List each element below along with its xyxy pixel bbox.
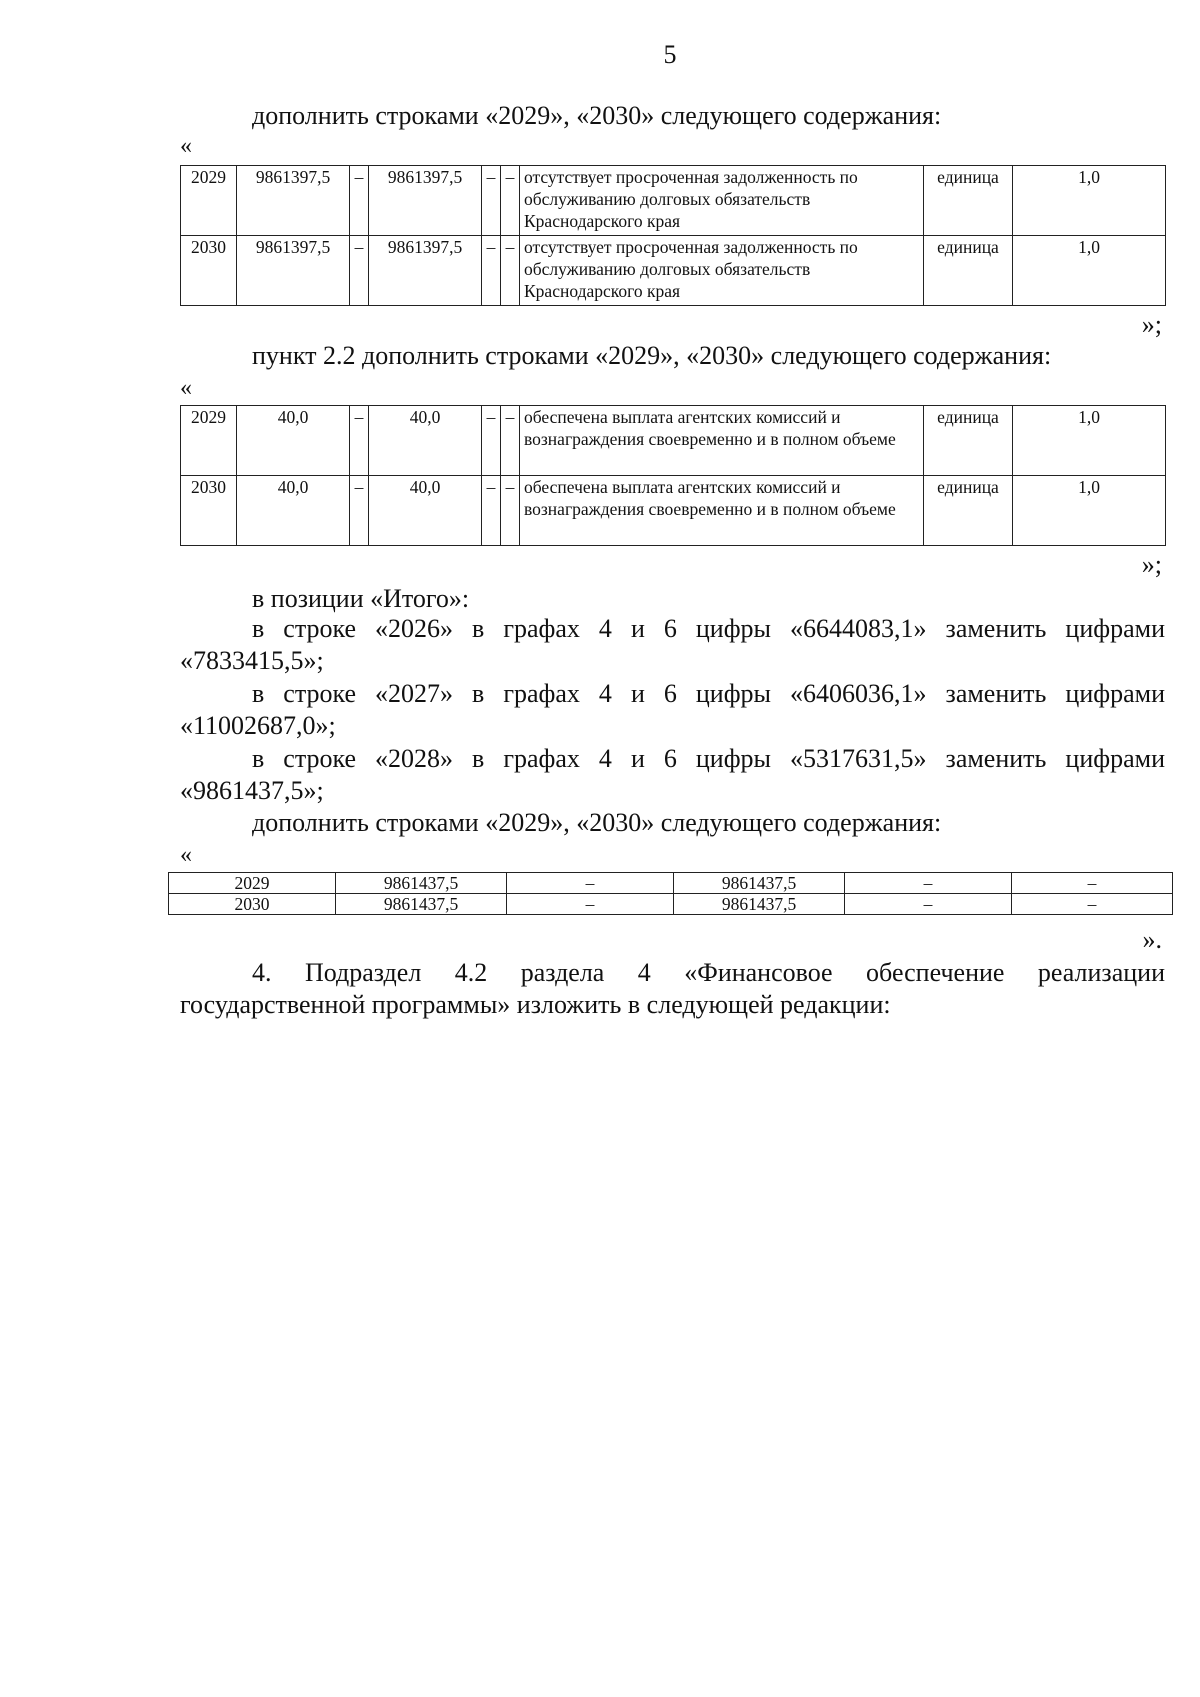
unit-cell: единица (924, 406, 1013, 476)
close-quote-1: »; (1141, 310, 1162, 339)
open-quote-2: « (180, 375, 192, 401)
value-cell: 40,0 (369, 406, 482, 476)
dash-cell: – (845, 894, 1012, 915)
value-cell: 9861397,5 (369, 236, 482, 306)
description-cell: отсутствует просроченная задолженность по обслуживанию долговых обязательств Краснодарского края (520, 166, 924, 236)
indicator-table-2 (180, 405, 1166, 546)
year-cell: 2029 (181, 406, 237, 476)
target-value-cell: 1,0 (1013, 236, 1166, 306)
dash-cell: – (507, 894, 674, 915)
item-4-paragraph: 4. Подраздел 4.2 раздела 4 «Финансовое обеспечение реализации государственной программы» изложить в следующей редакции: (180, 958, 1165, 1019)
value-cell: 40,0 (237, 406, 350, 476)
dash-cell: – (1012, 873, 1173, 894)
target-value-cell: 1,0 (1013, 406, 1166, 476)
value-cell: 9861437,5 (674, 894, 845, 915)
table-row (181, 476, 1166, 546)
dash-cell: – (350, 236, 369, 306)
description-cell: обеспечена выплата агентских комиссий и вознаграждения своевременно и в полном объеме (520, 476, 924, 546)
dash-cell: – (482, 166, 501, 236)
year-cell: 2030 (181, 236, 237, 306)
year-cell: 2029 (181, 166, 237, 236)
value-cell: 9861397,5 (237, 166, 350, 236)
value-cell: 9861437,5 (674, 873, 845, 894)
replace-2027-paragraph: в строке «2027» в графах 4 и 6 цифры «6406036,1» заменить цифрами «11002687,0»; (180, 679, 1165, 740)
dash-cell: – (482, 236, 501, 306)
intro-paragraph-2: пункт 2.2 дополнить строками «2029», «2030» следующего содержания: (252, 341, 1052, 370)
dash-cell: – (1012, 894, 1173, 915)
year-cell: 2030 (169, 894, 336, 915)
target-value-cell: 1,0 (1013, 166, 1166, 236)
page-number: 5 (663, 40, 677, 69)
dash-cell: – (482, 406, 501, 476)
unit-cell: единица (924, 476, 1013, 546)
replace-2028-paragraph: в строке «2028» в графах 4 и 6 цифры «5317631,5» заменить цифрами «9861437,5»; (180, 744, 1165, 805)
intro-paragraph-3: дополнить строками «2029», «2030» следующего содержания: (252, 808, 942, 837)
year-cell: 2029 (169, 873, 336, 894)
description-cell: обеспечена выплата агентских комиссий и вознаграждения своевременно и в полном объеме (520, 406, 924, 476)
indicator-table-1 (180, 165, 1166, 306)
dash-cell: – (501, 406, 520, 476)
dash-cell: – (350, 166, 369, 236)
table-row (181, 236, 1166, 306)
open-quote-3: « (180, 842, 192, 868)
totals-table (168, 872, 1173, 915)
value-cell: 9861397,5 (369, 166, 482, 236)
value-cell: 9861437,5 (336, 894, 507, 915)
unit-cell: единица (924, 236, 1013, 306)
replace-2026-paragraph: в строке «2026» в графах 4 и 6 цифры «6644083,1» заменить цифрами «7833415,5»; (180, 614, 1165, 675)
dash-cell: – (501, 166, 520, 236)
table-row (169, 873, 1173, 894)
unit-cell: единица (924, 166, 1013, 236)
table-row (181, 406, 1166, 476)
close-quote-3: ». (1142, 925, 1162, 954)
value-cell: 9861397,5 (237, 236, 350, 306)
value-cell: 40,0 (237, 476, 350, 546)
itogo-heading: в позиции «Итого»: (252, 584, 470, 613)
dash-cell: – (482, 476, 501, 546)
dash-cell: – (501, 236, 520, 306)
dash-cell: – (350, 476, 369, 546)
value-cell: 40,0 (369, 476, 482, 546)
dash-cell: – (501, 476, 520, 546)
value-cell: 9861437,5 (336, 873, 507, 894)
description-cell: отсутствует просроченная задолженность по обслуживанию долговых обязательств Краснодарского края (520, 236, 924, 306)
close-quote-2: »; (1141, 550, 1162, 579)
open-quote-1: « (180, 133, 192, 159)
year-cell: 2030 (181, 476, 237, 546)
table-row (169, 894, 1173, 915)
target-value-cell: 1,0 (1013, 476, 1166, 546)
dash-cell: – (507, 873, 674, 894)
table-row (181, 166, 1166, 236)
dash-cell: – (350, 406, 369, 476)
intro-paragraph-1: дополнить строками «2029», «2030» следующего содержания: (252, 101, 942, 130)
dash-cell: – (845, 873, 1012, 894)
